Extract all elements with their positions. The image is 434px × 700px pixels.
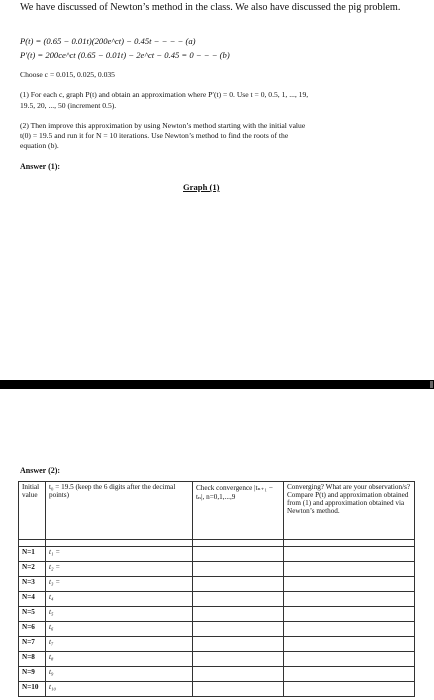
iteration-value-cell: t₉ — [46, 667, 193, 682]
convergence-cell — [193, 592, 284, 607]
convergence-cell — [193, 667, 284, 682]
iteration-label: N=5 — [19, 607, 46, 622]
observation-cell — [284, 607, 415, 622]
convergence-cell — [193, 577, 284, 592]
iteration-label: N=8 — [19, 652, 46, 667]
iteration-value-cell: t₁ = — [46, 547, 193, 562]
graph-title: Graph (1) — [183, 182, 220, 192]
observation-cell — [284, 622, 415, 637]
iteration-label: N=1 — [19, 547, 46, 562]
observation-cell — [284, 547, 415, 562]
observation-cell — [284, 652, 415, 667]
observation-cell — [284, 667, 415, 682]
iteration-value-cell: t₂ = — [46, 562, 193, 577]
convergence-cell — [193, 607, 284, 622]
part1-line2: 19.5, 20, ..., 50 (increment 0.5). — [20, 101, 117, 110]
observation-cell — [284, 682, 415, 697]
iteration-label: N=7 — [19, 637, 46, 652]
answer-table — [18, 481, 415, 697]
iteration-label: N=10 — [19, 682, 46, 697]
header-initial-value: Initial value — [19, 482, 46, 540]
convergence-cell — [193, 682, 284, 697]
table-row — [19, 682, 415, 697]
iteration-value-cell: t₆ — [46, 622, 193, 637]
answer1-label: Answer (1): — [20, 162, 61, 171]
separator-band-mark — [430, 381, 433, 388]
table-row — [19, 622, 415, 637]
equation-b: P′(t) = 200ce^ct (0.65 − 0.01t) − 2e^ct − 0.45 = 0 − − − (b) — [20, 50, 230, 60]
table-row — [19, 652, 415, 667]
convergence-cell — [193, 652, 284, 667]
convergence-cell — [193, 547, 284, 562]
table-spacer-row — [19, 540, 415, 547]
iteration-label: N=2 — [19, 562, 46, 577]
iteration-value-cell: t₄ — [46, 592, 193, 607]
part2-line2: t(0) = 19.5 and run it for N = 10 iterations. Use Newton’s method to find the roots of the — [20, 131, 289, 140]
iteration-label: N=4 — [19, 592, 46, 607]
observation-cell — [284, 592, 415, 607]
iteration-value-cell: t₁₀ — [46, 682, 193, 697]
table-row — [19, 607, 415, 622]
separator-band — [0, 380, 434, 389]
table-row — [19, 562, 415, 577]
table-row — [19, 667, 415, 682]
part2-line1: (2) Then improve this approximation by using Newton’s method starting with the initial value — [20, 121, 306, 130]
observation-cell — [284, 577, 415, 592]
part2-line3: equation (b). — [20, 141, 59, 150]
intro-text: We have discussed of Newton’s method in the class. We also have discussed the pig problem. — [20, 2, 401, 13]
part1-line1: (1) For each c, graph P(t) and obtain an approximation where P′(t) = 0. Use t = 0, 0.5, 1, ..., 19, — [20, 90, 309, 99]
convergence-cell — [193, 562, 284, 577]
iteration-value-cell: t₅ — [46, 607, 193, 622]
iteration-value-cell: t₇ — [46, 637, 193, 652]
table-header-row — [19, 482, 415, 540]
choose-c-text: Choose c = 0.015, 0.025, 0.035 — [20, 70, 115, 79]
equation-a: P(t) = (0.65 − 0.01t)(200e^ct) − 0.45t − − − − (a) — [20, 36, 196, 46]
iteration-value-cell: t₃ = — [46, 577, 193, 592]
table-row — [19, 637, 415, 652]
observation-cell — [284, 637, 415, 652]
answer2-label: Answer (2): — [20, 466, 61, 475]
observation-cell — [284, 562, 415, 577]
iteration-label: N=6 — [19, 622, 46, 637]
table-row — [19, 577, 415, 592]
table-row — [19, 547, 415, 562]
table-row — [19, 592, 415, 607]
iteration-label: N=9 — [19, 667, 46, 682]
header-t0: t₀ = 19.5 (keep the 6 digits after the decimal points) — [46, 482, 193, 540]
header-check-convergence: Check convergence |tₙ₊₁ − tₙ|, n=0,1,...,9 — [193, 482, 284, 540]
convergence-cell — [193, 622, 284, 637]
iteration-label: N=3 — [19, 577, 46, 592]
convergence-cell — [193, 637, 284, 652]
iteration-value-cell: t₈ — [46, 652, 193, 667]
header-converging: Converging? What are your observation/s? Compare P(t) and approximation obtained from (1) and approximation obtained via Newton’s method. — [284, 482, 415, 540]
